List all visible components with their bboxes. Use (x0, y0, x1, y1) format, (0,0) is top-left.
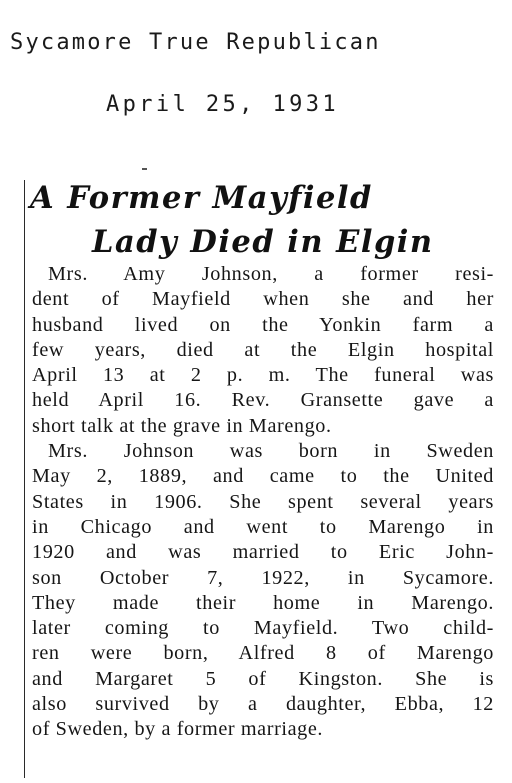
publication-date: April 25, 1931 (106, 92, 340, 117)
body-line: April 13 at 2 p. m. The funeral was (32, 364, 494, 387)
body-line: and Margaret 5 of Kingston. She is (32, 667, 494, 690)
headline-line-1: A Former Mayfield (30, 180, 373, 216)
body-line: son October 7, 1922, in Sycamore. (32, 566, 494, 589)
body-line: 1920 and was married to Eric John- (32, 541, 494, 564)
article-body (32, 262, 494, 743)
body-line: States in 1906. She spent several years (32, 490, 494, 513)
body-line: They made their home in Marengo. (32, 591, 494, 614)
headline-line-2: Lady Died in Elgin (92, 224, 434, 260)
body-line: dent of Mayfield when she and her (32, 288, 494, 311)
column-rule (24, 180, 25, 778)
column-tick-mark (142, 168, 147, 170)
body-line: held April 16. Rev. Gransette gave a (32, 389, 494, 412)
publication-name: Sycamore True Republican (10, 30, 381, 55)
newspaper-clipping (14, 168, 504, 780)
body-line: May 2, 1889, and came to the United (32, 465, 494, 488)
body-line: husband lived on the Yonkin farm a (32, 313, 494, 336)
body-line: Mrs. Johnson was born in Sweden (48, 440, 494, 463)
body-line: in Chicago and went to Marengo in (32, 515, 494, 538)
body-line: few years, died at the Elgin hospital (32, 338, 494, 361)
body-line: of Sweden, by a former marriage. (32, 718, 324, 741)
body-line: ren were born, Alfred 8 of Marengo (32, 642, 494, 665)
body-line: short talk at the grave in Marengo. (32, 414, 332, 437)
body-line: later coming to Mayfield. Two child- (32, 617, 494, 640)
body-line: also survived by a daughter, Ebba, 12 (32, 693, 494, 716)
body-line: Mrs. Amy Johnson, a former resi- (48, 263, 494, 285)
